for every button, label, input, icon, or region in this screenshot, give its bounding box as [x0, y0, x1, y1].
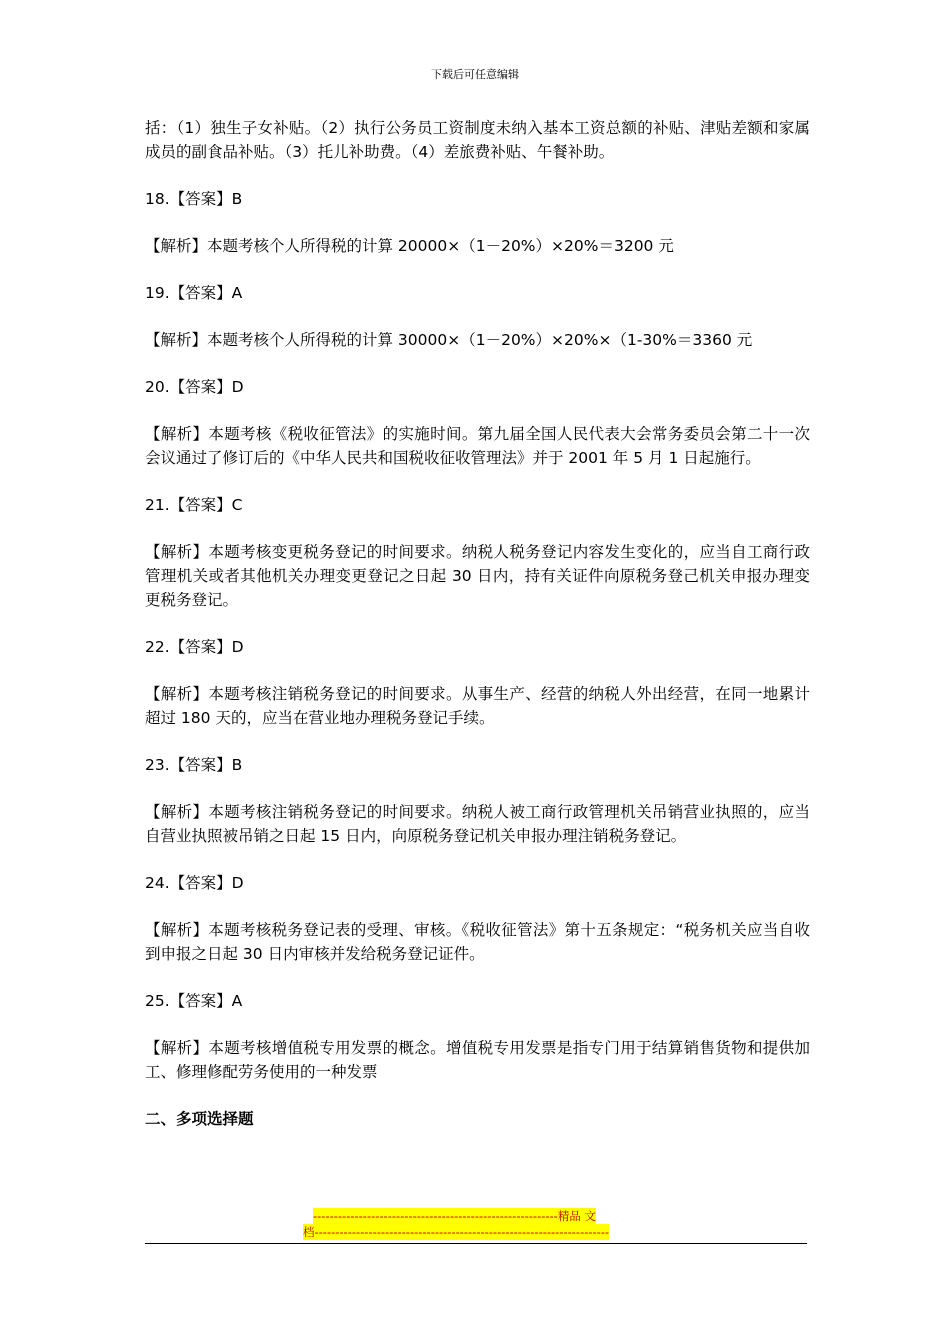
document-body — [145, 116, 810, 1131]
answer-23: 23.【答案】B — [145, 756, 243, 774]
analysis-20: 【解析】本题考核《税收征管法》的实施时间。第九届全国人民代表大会常务委员会第二十一次会议通过了修订后的《中华人民共和国税收征收管理法》并于 2001 年 5 月 1 日起施行。 — [145, 425, 810, 467]
answer-18: 18.【答案】B — [145, 190, 243, 208]
analysis-23: 【解析】本题考核注销税务登记的时间要求。纳税人被工商行政管理机关吊销营业执照的，应当自营业执照被吊销之日起 15 日内，向原税务登记机关申报办理注销税务登记。 — [145, 803, 810, 845]
page-header: 下载后可任意编辑 — [431, 68, 519, 81]
answer-22: 22.【答案】D — [145, 638, 244, 656]
paragraph-17-tail: 括：（1）独生子女补贴。（2）执行公务员工资制度未纳入基本工资总额的补贴、津贴差额和家属成员的副食品补贴。（3）托儿补助费。（4）差旅费补贴、午餐补助。 — [145, 119, 810, 161]
analysis-19: 【解析】本题考核个人所得税的计算 30000×（1－20%）×20%×（1-30%＝3360 元 — [145, 331, 753, 349]
answer-24: 24.【答案】D — [145, 874, 244, 892]
footer-divider — [145, 1243, 807, 1244]
analysis-21: 【解析】本题考核变更税务登记的时间要求。纳税人税务登记内容发生变化的，应当自工商行政管理机关或者其他机关办理变更登记之日起 30 日内，持有关证件向原税务登己机关申报办理变更税务登记。 — [145, 543, 810, 609]
answer-21: 21.【答案】C — [145, 496, 243, 514]
analysis-24: 【解析】本题考核税务登记表的受理、审核。《税收征管法》第十五条规定：“税务机关应当自收到申报之日起 30 日内审核并发给税务登记证件。 — [145, 921, 810, 963]
section-title: 二、多项选择题 — [145, 1110, 254, 1128]
analysis-22: 【解析】本题考核注销税务登记的时间要求。从事生产、经营的纳税人外出经营，在同一地累计超过 180 天的，应当在营业地办理税务登记手续。 — [145, 685, 810, 727]
answer-25: 25.【答案】A — [145, 992, 243, 1010]
footer-watermark-line1: -----------------------------------------------------------精品 文 — [313, 1209, 596, 1223]
analysis-18: 【解析】本题考核个人所得税的计算 20000×（1－20%）×20%＝3200 元 — [145, 237, 674, 255]
answer-20: 20.【答案】D — [145, 378, 244, 396]
answer-19: 19.【答案】A — [145, 284, 243, 302]
analysis-25: 【解析】本题考核增值税专用发票的概念。增值税专用发票是指专门用于结算销售货物和提供加工、修理修配劳务使用的一种发票 — [145, 1039, 810, 1081]
footer-watermark-line2: 档----------------------------------------------------------------------- — [303, 1225, 610, 1239]
